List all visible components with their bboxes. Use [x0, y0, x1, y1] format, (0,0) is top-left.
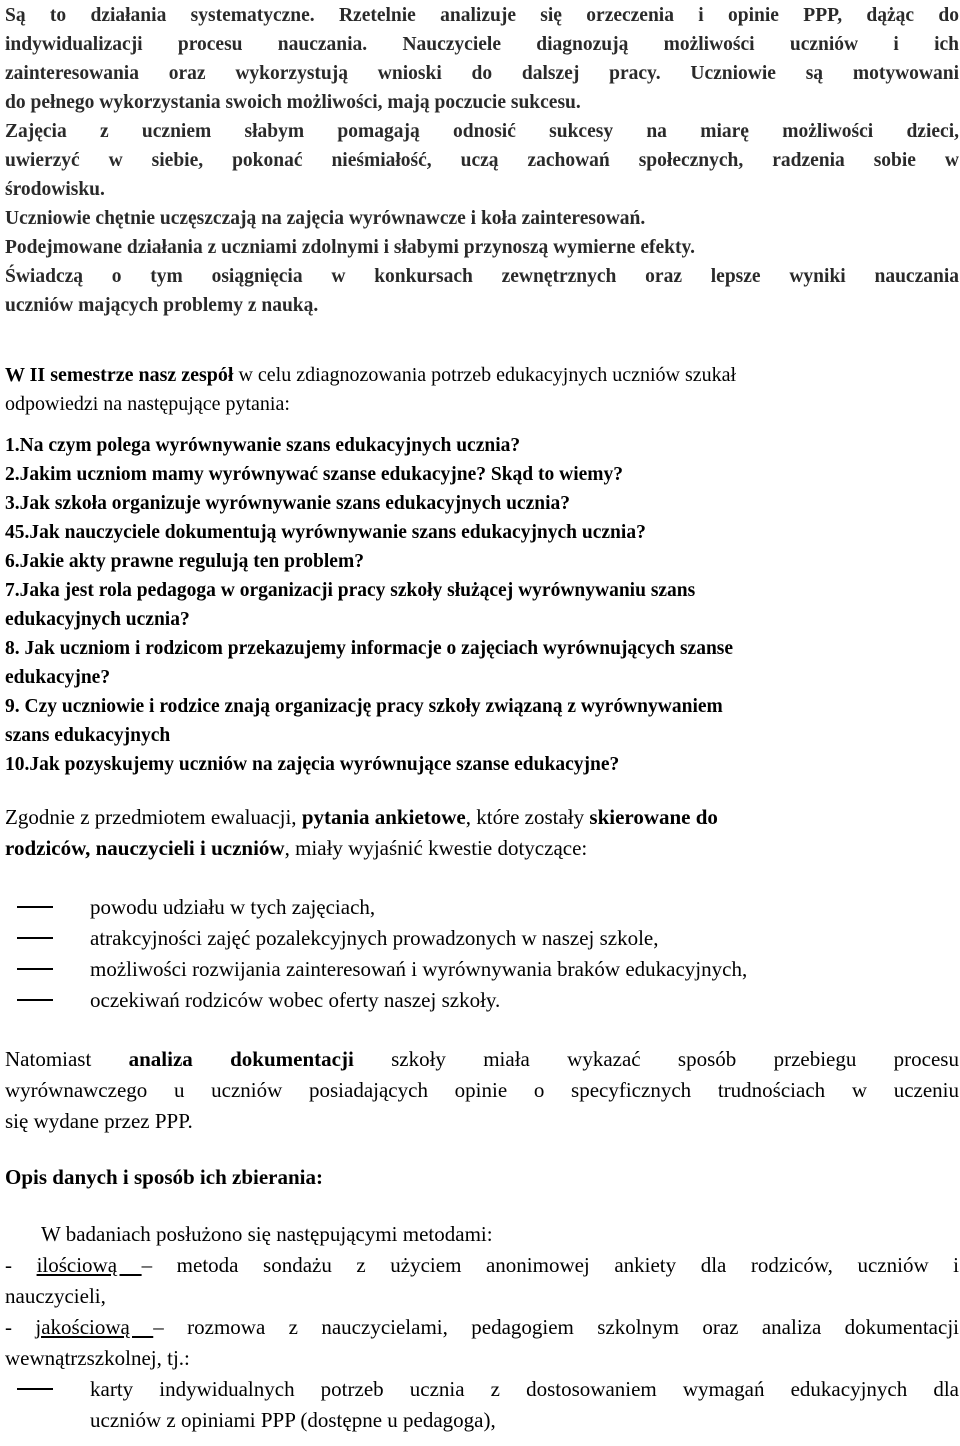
question-item: edukacyjne?	[5, 667, 111, 688]
list-item	[5, 985, 959, 1016]
question-item: 9. Czy uczniowie i rodzice znają organizację pracy szkoły związaną z wyrównywaniem	[5, 696, 723, 717]
semester-text: w celu zdiagnozowania potrzeb edukacyjnych uczniów szukał	[233, 364, 737, 386]
method-name: ilościową	[36, 1253, 142, 1277]
analysis-line: wyrównawczego u uczniów posiadających opinie o specyficznych trudnościach w uczeniu	[5, 1078, 959, 1102]
method-quantitative	[5, 1250, 959, 1312]
intro-line: Podejmowane działania z uczniami zdolnymi i słabymi przynoszą wymierne efekty.	[5, 237, 696, 258]
question-item: 7.Jaka jest rola pedagoga w organizacji pracy szkoły służącej wyrównywaniu szans	[5, 580, 696, 601]
list-item-text: atrakcyjności zajęć pozalekcyjnych prowadzonych w naszej szkole,	[90, 926, 659, 950]
analysis-line	[5, 1044, 959, 1075]
analysis-bold: analiza dokumentacji	[128, 1047, 354, 1071]
intro-line: Są to działania systematyczne. Rzetelnie analizuje się orzeczenia i opinie PPP, dążąc do	[5, 5, 959, 26]
intro-paragraph	[5, 1, 959, 320]
semester-text-line2: odpowiedzi na następujące pytania:	[5, 393, 290, 415]
intro-line: Zajęcia z uczniem słabym pomagają odnosić sukcesy na miarę możliwości dzieci,	[5, 121, 959, 142]
list-item	[5, 1374, 959, 1436]
question-item: 3.Jak szkoła organizuje wyrównywanie szans edukacyjnych ucznia?	[5, 493, 570, 514]
survey-paragraph	[5, 802, 959, 864]
intro-line: indywidualizacji procesu nauczania. Nauczyciele diagnozują możliwości uczniów i ich	[5, 34, 959, 55]
survey-text: Zgodnie z przedmiotem ewaluacji,	[5, 805, 302, 829]
intro-line: Świadczą o tym osiągnięcia w konkursach zewnętrznych oraz lepsze wyniki nauczania	[5, 266, 959, 287]
questions-list	[5, 431, 959, 779]
method-text: -	[5, 1315, 36, 1339]
semester-paragraph	[5, 361, 959, 419]
data-heading: Opis danych i sposób ich zbierania:	[5, 1165, 323, 1189]
question-item: 10.Jak pozyskujemy uczniów na zajęcia wyrównujące szanse edukacyjne?	[5, 754, 620, 775]
list-item	[5, 892, 959, 923]
method-line	[5, 1250, 959, 1281]
analysis-text: szkoły miała wykazać sposób przebiegu procesu	[353, 1047, 959, 1071]
question-item: szans edukacyjnych	[5, 725, 171, 746]
analysis-line: się wydane przez PPP.	[5, 1109, 193, 1133]
intro-line: zainteresowania oraz wykorzystują wnioski do dalszej pracy. Uczniowie są motywowani	[5, 63, 959, 84]
intro-line: do pełnego wykorzystania swoich możliwości, mają poczucie sukcesu.	[5, 92, 581, 113]
methods-intro: W badaniach posłużono się następującymi metodami:	[41, 1222, 493, 1246]
intro-line: Uczniowie chętnie uczęszczają na zajęcia wyrównawcze i koła zainteresowań.	[5, 208, 646, 229]
dash-bullet-icon	[17, 937, 53, 939]
method-line	[5, 1312, 959, 1343]
intro-line: uczniów mających problemy z nauką.	[5, 295, 319, 316]
methods-section	[5, 1219, 959, 1436]
analysis-paragraph	[5, 1044, 959, 1137]
list-item-text: możliwości rozwijania zainteresowań i wyrównywania braków edukacyjnych,	[90, 957, 748, 981]
documents-list	[5, 1374, 959, 1436]
survey-bold: pytania ankietowe	[301, 805, 466, 829]
survey-text: , miały wyjaśnić kwestie dotyczące:	[284, 836, 588, 860]
document-page	[5, 0, 959, 1436]
question-item: 6.Jakie akty prawne regulują ten problem?	[5, 551, 364, 572]
list-item-text: karty indywidualnych potrzeb ucznia z dostosowaniem wymagań edukacyjnych dla	[90, 1377, 959, 1401]
list-item-text: oczekiwań rodziców wobec oferty naszej szkoły.	[90, 988, 501, 1012]
dash-bullet-icon	[17, 1388, 53, 1390]
intro-line: uwierzyć w siebie, pokonać nieśmiałość, uczą zachowań społecznych, radzenia sobie w	[5, 150, 959, 171]
analysis-text: Natomiast	[5, 1047, 129, 1071]
survey-bold: rodziców, nauczycieli i uczniów	[5, 836, 285, 860]
method-text: – metoda sondażu z użyciem anonimowej ankiety dla rodziców, uczniów i	[141, 1253, 960, 1277]
list-item	[5, 923, 959, 954]
method-text: – rozmowa z nauczycielami, pedagogiem szkolnym oraz analiza dokumentacji	[153, 1315, 959, 1339]
method-text: -	[5, 1253, 37, 1277]
question-item: edukacyjnych ucznia?	[5, 609, 190, 630]
method-qualitative	[5, 1312, 959, 1374]
question-item: 2.Jakim uczniom mamy wyrównywać szanse edukacyjne? Skąd to wiemy?	[5, 464, 624, 485]
list-item-text: powodu udziału w tych zajęciach,	[90, 895, 376, 919]
survey-bold: skierowane do	[589, 805, 718, 829]
survey-text: , które zostały	[465, 805, 590, 829]
intro-line: środowisku.	[5, 179, 105, 200]
method-name: jakościową	[35, 1315, 154, 1339]
survey-topics-list	[5, 892, 959, 1016]
question-item: 45.Jak nauczyciele dokumentują wyrównywanie szans edukacyjnych ucznia?	[5, 522, 646, 543]
dash-bullet-icon	[17, 968, 53, 970]
list-item	[5, 954, 959, 985]
semester-lead: W II semestrze nasz zespół	[5, 364, 234, 386]
question-item: 8. Jak uczniom i rodzicom przekazujemy informacje o zajęciach wyrównujących szanse	[5, 638, 734, 659]
dash-bullet-icon	[17, 999, 53, 1001]
list-item-text: uczniów z opiniami PPP (dostępne u pedagoga),	[90, 1408, 496, 1432]
question-item: 1.Na czym polega wyrównywanie szans edukacyjnych ucznia?	[5, 435, 521, 456]
method-line: wewnątrzszkolnej, tj.:	[5, 1346, 190, 1370]
method-line: nauczycieli,	[5, 1284, 106, 1308]
dash-bullet-icon	[17, 906, 53, 908]
